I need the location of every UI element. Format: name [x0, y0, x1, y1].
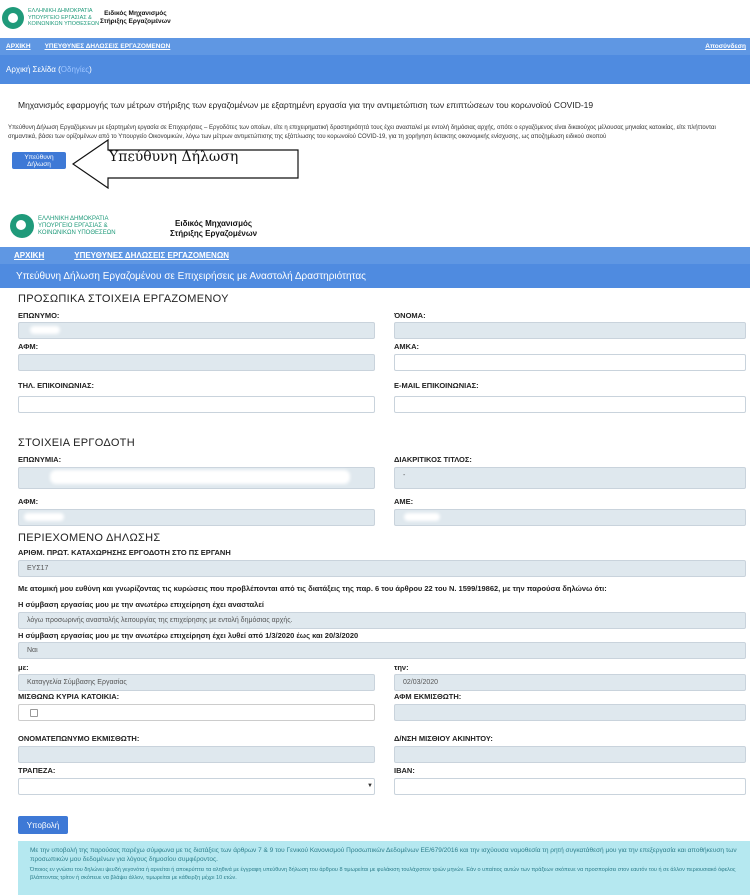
bank-label: ΤΡΑΠΕΖΑ: [18, 766, 56, 775]
amka-field[interactable] [394, 354, 746, 371]
consent-text: Με την υποβολή της παρούσας παρέχω σύμφωνα με τις διατάξεις των άρθρων 7 & 9 του Γενικού Κανονισμού Προσωπικών Δεδομένων ΕΕ/679/2016 και την ισχύουσα νομοθεσία τη ρητή συγκατάθεσή μου για την επεξεργασία και αποθήκευση των προσωπικών μου δεδομένων για λόγους δημοσίου συμφέροντος. [30, 847, 737, 863]
landlord-afm-label: ΑΦΜ ΕΚΜΙΣΘΩΤΗ: [394, 692, 462, 701]
name-label: ΌΝΟΜΑ: [394, 311, 426, 320]
screen1-header [0, 0, 750, 38]
nav-home-link[interactable]: ΑΡΧΙΚΗ [6, 43, 31, 50]
emblem-icon [2, 7, 24, 29]
distinctive-title-field[interactable]: - [394, 467, 746, 489]
top-nav-2 [0, 247, 750, 264]
nav-home-link[interactable]: ΑΡΧΙΚΗ [14, 251, 45, 260]
landlord-name-label: ΟΝΟΜΑΤΕΠΩΝΥΜΟ ΕΚΜΙΣΘΩΤΗ: [18, 734, 140, 743]
logo-line: ΥΠΟΥΡΓΕΙΟ ΕΡΓΑΣΙΑΣ & [28, 14, 92, 21]
intro-text: Υπεύθυνη Δήλωση Εργαζόμενων με εξαρτημένη εργασία σε Επιχειρήσεις – Εργοδότες των οποίων, είτε η επιχειρηματική δραστηριότητά τους έχει ανασταλεί με εντολή δημόσιας αρχής, οπότε ο εργαζόμενος είναι δικαιούχος μέλουσας μηνιαίας κατοικίας, είτε πλήττονται σημαντικά, βάσει των ορίζομένων από το Υπουργείο Οικονομικών, λόγω των μέτρων αντιμετώπισης της εξάπλωσης του κορωνοϊού COVID-19, για τη χορήγηση έκτακτης οικονομικής ενίσχυσης, ως αποζημίωση ειδικού σκοπού [8, 125, 716, 140]
bank-select[interactable] [18, 778, 375, 795]
page-title-bar [0, 55, 750, 84]
instructions-link[interactable]: Οδηγίες [60, 65, 90, 74]
ame-label: ΑΜΕ: [394, 497, 414, 506]
afm-field[interactable] [18, 354, 375, 371]
email-label: E-MAIL ΕΠΙΚΟΙΝΩΝΙΑΣ: [394, 381, 479, 390]
employer-afm-label: ΑΦΜ: [18, 497, 39, 506]
landlord-name-field[interactable] [18, 746, 375, 763]
date-label: την: [394, 663, 409, 672]
amka-label: ΑΜΚΑ: [394, 342, 419, 351]
surname-label: ΕΠΩΝΥΜΟ: [18, 311, 60, 320]
page-title: Αρχική Σελίδα ( [6, 65, 61, 74]
iban-field[interactable] [394, 778, 746, 795]
page-title-close: ) [89, 65, 92, 74]
ministry-logo-2[interactable] [10, 214, 116, 238]
terminated-label: Η σύμβαση εργασίας μου με την ανωτέρω επιχείρηση έχει λυθεί από 1/3/2020 έως και 20/3/2020 [18, 631, 359, 640]
property-address-label: Δ/ΝΣΗ ΜΙΣΘΙΟΥ ΑΚΙΝΗΤΟΥ: [394, 734, 493, 743]
logo-line: ΥΠΟΥΡΓΕΙΟ ΕΡΓΑΣΙΑΣ & [38, 222, 108, 229]
redaction [30, 326, 60, 334]
intro-title: Μηχανισμός εφαρμογής των μέτρων στήριξης των εργαζομένων με εξαρτημένη εργασία για την αντιμετώπιση των επιπτώσεων του κορωνοϊού COVID-19 [18, 100, 594, 110]
termination-type-field[interactable]: Καταγγελία Σύμβασης Εργασίας [18, 674, 375, 691]
statement-text: Με ατομική μου ευθύνη και γνωρίζοντας τις κυρώσεις που προβλέπονται από τις διατάξεις της παρ. 6 του άρθρου 22 του Ν. 1599/19862, με την παρούσα δηλώνω ότι: [18, 584, 607, 593]
protocol-label: ΑΡΙΘΜ. ΠΡΩΤ. ΚΑΤΑΧΩΡΗΣΗΣ ΕΡΓΟΔΟΤΗ ΣΤΟ ΠΣ ΕΡΓΑΝΗ [18, 548, 231, 557]
brand-title-2 [170, 219, 257, 238]
afm-label: ΑΦΜ: [18, 342, 39, 351]
ministry-logo[interactable] [2, 7, 99, 29]
landlord-afm-field[interactable] [394, 704, 746, 721]
ame-field[interactable] [394, 509, 746, 526]
top-nav [0, 38, 750, 55]
form-title: Υπεύθυνη Δήλωση Εργαζομένου σε Επιχειρήσεις με Αναστολή Δραστηριότητας [16, 270, 366, 282]
penalty-text: Όποιος εν γνώσει του δηλώνει ψευδή γεγονότα ή αρνείται ή αποκρύπτει τα αληθινά με έγγραφη υπεύθυνη δήλωση του άρθρου 8 τιμωρείται με φυλάκιση τουλάχιστον τριών μηνών. Εάν ο υπαίτιος αυτών των πράξεων σκόπευε να προσπορίσει στον εαυτόν του ή σε άλλον περιουσιακό όφελος βλάπτοντας τρίτον ή σκόπευε να βλάψει άλλον, τιμωρείται με κάθειρξη μέχρι 10 ετών. [30, 867, 736, 881]
rent-label: ΜΙΣΘΩΝΩ ΚΥΡΙΑ ΚΑΤΟΙΚΙΑ: [18, 692, 120, 701]
surname-field[interactable] [18, 322, 375, 339]
declaration-button[interactable]: Υπεύθυνη Δήλωση [12, 152, 66, 169]
with-label: με: [18, 663, 29, 672]
brand-line: Ειδικός Μηχανισμός [175, 219, 253, 228]
emblem-icon [10, 214, 34, 238]
phone-field[interactable] [18, 396, 375, 413]
suspended-label: Η σύμβαση εργασίας μου με την ανωτέρω επιχείρηση έχει ανασταλεί [18, 600, 264, 609]
brand-line: Στήριξης Εργαζομένων [170, 228, 258, 238]
terminated-field[interactable]: Ναι [18, 642, 746, 659]
logout-link[interactable]: Αποσύνδεση [705, 43, 746, 50]
name-field[interactable] [394, 322, 746, 339]
submit-button[interactable]: Υποβολή [18, 816, 68, 834]
property-address-field[interactable] [394, 746, 746, 763]
content-section-title: ΠΕΡΙΕΧΟΜΕΝΟ ΔΗΛΩΣΗΣ [18, 532, 161, 544]
company-label: ΕΠΩΝΥΜΙΑ: [18, 455, 62, 464]
logo-line: ΕΛΛΗΝΙΚΗ ΔΗΜΟΚΡΑΤΙΑ [28, 8, 93, 15]
employer-section-title: ΣΤΟΙΧΕΙΑ ΕΡΓΟΔΟΤΗ [18, 437, 135, 449]
logo-line: ΚΟΙΝΩΝΙΚΩΝ ΥΠΟΘΕΣΕΩΝ [28, 21, 100, 28]
rent-checkbox-container [18, 704, 375, 721]
suspended-field[interactable]: λόγω προσωρινής αναστολής λειτουργίας της επιχείρησης με εντολή δημόσιας αρχής. [18, 612, 746, 629]
form-title-bar [0, 264, 750, 288]
personal-section-title: ΠΡΟΣΩΠΙΚΑ ΣΤΟΙΧΕΙΑ ΕΡΓΑΖΟΜΕΝΟΥ [18, 293, 229, 305]
brand-line: Στήριξης Εργαζομένων [100, 18, 171, 25]
protocol-field[interactable]: ΕΥΣ17 [18, 560, 746, 577]
nav-declarations-link[interactable]: ΥΠΕΥΘΥΝΕΣ ΔΗΛΩΣΕΙΣ ΕΡΓΑΖΟΜΕΝΩΝ [74, 251, 230, 260]
brand-line: Ειδικός Μηχανισμός [104, 10, 167, 17]
logo-line: ΕΛΛΗΝΙΚΗ ΔΗΜΟΚΡΑΤΙΑ [38, 215, 109, 222]
employer-afm-field[interactable] [18, 509, 375, 526]
logo-line: ΚΟΙΝΩΝΙΚΩΝ ΥΠΟΘΕΣΕΩΝ [38, 229, 116, 236]
distinctive-title-label: ΔΙΑΚΡΙΤΙΚΟΣ ΤΙΤΛΟΣ: [394, 455, 472, 464]
consent-notice [18, 841, 750, 895]
nav-declarations-link[interactable]: ΥΠΕΥΘΥΝΕΣ ΔΗΛΩΣΕΙΣ ΕΡΓΑΖΟΜΕΝΩΝ [44, 43, 171, 50]
redaction [404, 513, 440, 521]
redaction [50, 470, 350, 484]
chevron-down-icon: ▼ [367, 783, 373, 789]
phone-label: ΤΗΛ. ΕΠΙΚΟΙΝΩΝΙΑΣ: [18, 381, 95, 390]
rent-checkbox[interactable] [30, 709, 38, 717]
brand-title [100, 10, 171, 26]
email-field[interactable] [394, 396, 746, 413]
termination-date-field[interactable]: 02/03/2020 [394, 674, 746, 691]
arrow-label: Υπεύθυνη Δήλωση [109, 149, 239, 165]
iban-label: IBAN: [394, 766, 415, 775]
redaction [24, 513, 64, 521]
